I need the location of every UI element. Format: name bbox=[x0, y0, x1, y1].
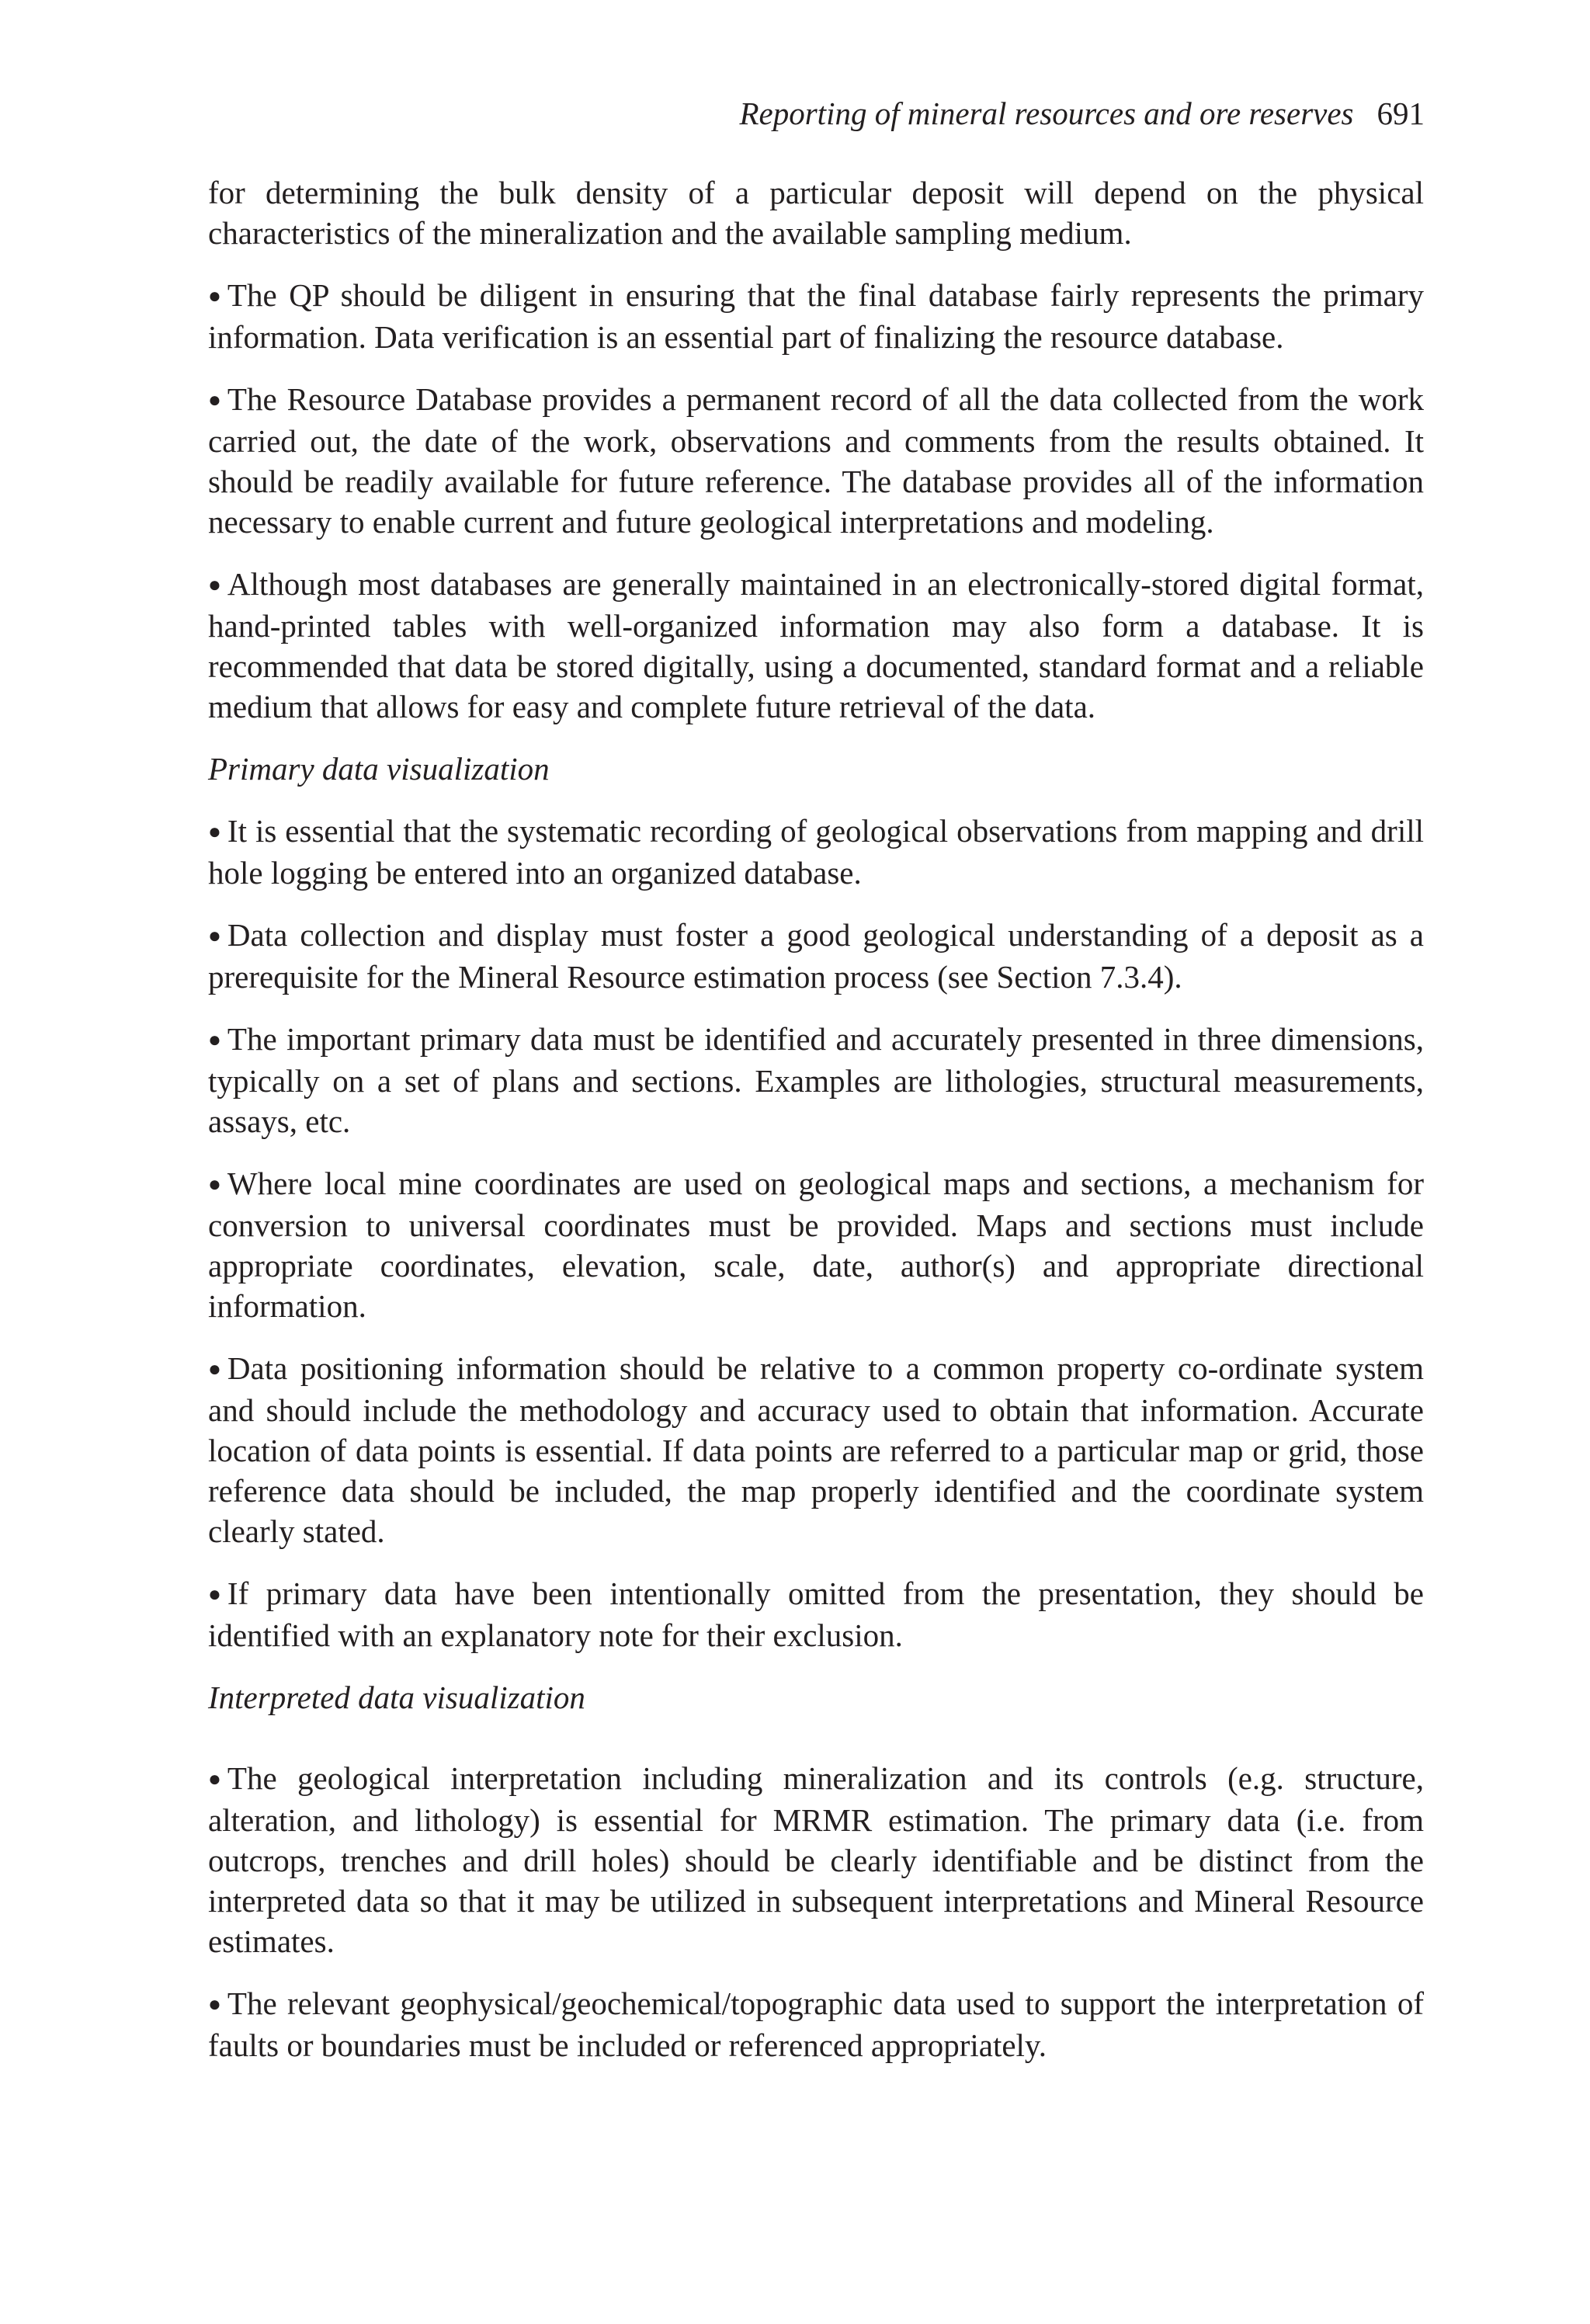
paragraph-continued: for determining the bulk density of a particular deposit will depend on the physical characteristics of the mineralization and the available sampling medium. bbox=[208, 175, 1424, 251]
bullet-text: The important primary data must be identified and accurately presented in three dimensions, typically on a set of plans and sections. Examples are lithologies, structural measurements, assays, etc. bbox=[208, 1021, 1424, 1139]
running-header bbox=[206, 92, 1425, 135]
page-number: 691 bbox=[1376, 96, 1425, 131]
section-heading-primary: Primary data visualization bbox=[208, 751, 550, 787]
bullet-item-omitted-data bbox=[208, 1573, 1424, 1655]
bullet-text: The relevant geophysical/geochemical/topographic data used to support the interpretation of faults or boundaries must be included or referenced appropriately. bbox=[208, 1985, 1424, 2063]
bullet-icon: ● bbox=[208, 284, 221, 308]
bullet-text: Although most databases are generally maintained in an electronically-stored digital format, hand-printed tables with well-organized information may also form a database. It is recommended that data be stored digitally, using a documented, standard format and a reliable medium that allows for easy and complete future retrieval of the data. bbox=[208, 566, 1424, 724]
bullet-item-important-data bbox=[208, 1019, 1424, 1141]
bullet-text: Data positioning information should be relative to a common property co-ordinate system and should include the methodology and accuracy used to obtain that information. Accurate location of data points is essential. If data points are referred to a particular map or grid, those reference data should be included, the map properly identified and the coordinate system clearly stated. bbox=[208, 1350, 1424, 1549]
bullet-icon: ● bbox=[208, 1172, 221, 1197]
bullet-icon: ● bbox=[208, 573, 221, 597]
bullet-text: It is essential that the systematic recording of geological observations from mapping and drill hole logging be entered into an organized database. bbox=[208, 813, 1424, 891]
bullet-icon: ● bbox=[208, 924, 221, 948]
bullet-item-local-coordinates bbox=[208, 1163, 1424, 1326]
bullet-item-data-positioning bbox=[208, 1348, 1424, 1551]
bullet-item-geological-interpretation bbox=[208, 1758, 1424, 1961]
bullet-item-resource-database bbox=[208, 379, 1424, 542]
bullet-icon: ● bbox=[208, 1357, 221, 1381]
bullet-item-systematic-recording bbox=[208, 811, 1424, 893]
bullet-icon: ● bbox=[208, 1992, 221, 2017]
bullet-item-data-collection bbox=[208, 915, 1424, 997]
bullet-icon: ● bbox=[208, 820, 221, 844]
bullet-text: If primary data have been intentionally omitted from the presentation, they should be identified with an explanatory note for their exclusion. bbox=[208, 1575, 1424, 1653]
bullet-text: The Resource Database provides a permanent record of all the data collected from the work carried out, the date of the work, observations and comments from the results obtained. It should be readily available for future reference. The database provides all of the information necessary to enable current and future geological interpretations and modeling. bbox=[208, 381, 1424, 540]
section-heading-interpreted: Interpreted data visualization bbox=[208, 1680, 585, 1715]
bullet-icon: ● bbox=[208, 388, 221, 412]
bullet-icon: ● bbox=[208, 1582, 221, 1607]
bullet-item-qp bbox=[208, 275, 1424, 357]
running-title: Reporting of mineral resources and ore reserves bbox=[739, 96, 1354, 131]
bullet-item-digital-format bbox=[208, 564, 1424, 727]
bullet-item-geophysical-data bbox=[208, 1983, 1424, 2065]
bullet-text: Data collection and display must foster a good geological understanding of a deposit as a prerequisite for the Mineral Resource estimation process (see Section 7.3.4). bbox=[208, 917, 1424, 995]
bullet-icon: ● bbox=[208, 1028, 221, 1052]
bullet-text: The geological interpretation including mineralization and its controls (e.g. structure, alteration, and lithology) is essential for MRMR estimation. The primary data (i.e. from outcrops, trenches and drill holes) should be clearly identifiable and be distinct from the interpreted data so that it may be utilized in subsequent interpretations and Mineral Resource estimates. bbox=[208, 1760, 1424, 1959]
bullet-icon: ● bbox=[208, 1767, 221, 1791]
bullet-text: The QP should be diligent in ensuring that the final database fairly represents the primary information. Data verification is an essential part of finalizing the resource database. bbox=[208, 277, 1424, 355]
bullet-text: Where local mine coordinates are used on geological maps and sections, a mechanism for conversion to universal coordinates must be provided. Maps and sections must include appropriate coordinates, elevation, scale, date, author(s) and appropriate directional information. bbox=[208, 1165, 1424, 1324]
body-text bbox=[208, 172, 1424, 2065]
